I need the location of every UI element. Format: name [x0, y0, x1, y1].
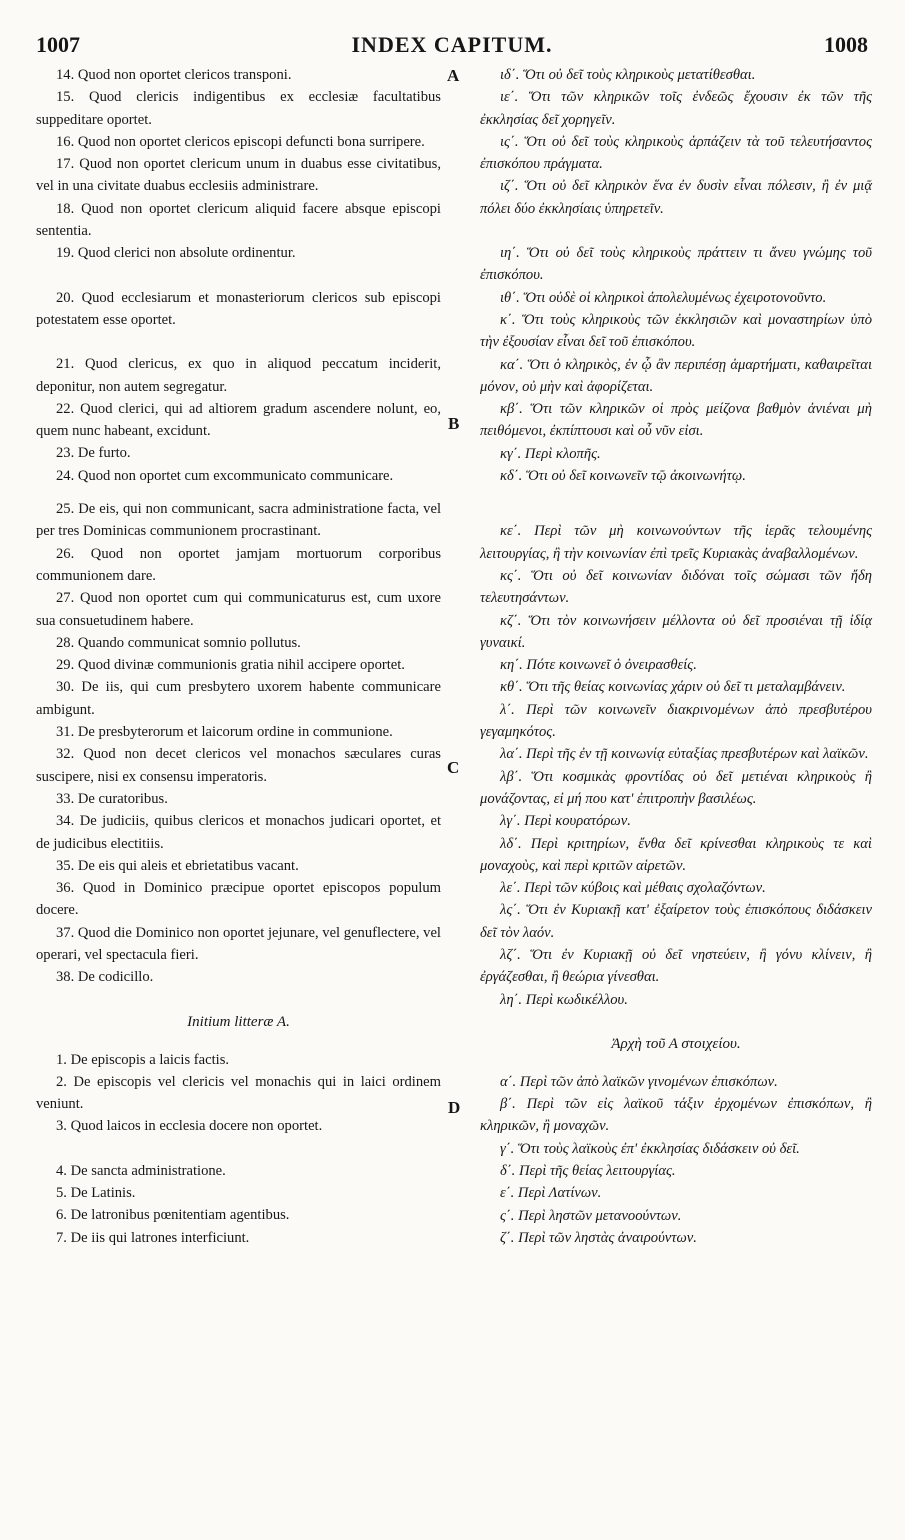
- chapter-entry: ς΄. Περὶ ληστῶν μετανοούντων.: [500, 1207, 682, 1224]
- greek-chapter-list-a: [480, 1071, 872, 1249]
- chapter-entry: 15. Quod clericis indigentibus ex ecclesiæ facultatibus suppeditare oportet.: [36, 89, 441, 128]
- page-number-right: 1008: [824, 32, 868, 57]
- chapter-entry: 22. Quod clerici, qui ad altiorem gradum ascendere nolunt, eo, quem nunc habeant, excidunt.: [36, 400, 441, 440]
- chapter-entry: 34. De judiciis, quibus clericos et monachos judicari oportet, et de judicibus electitiis.: [36, 813, 441, 852]
- latin-chapter-list: [36, 64, 441, 989]
- chapter-entry: λα΄. Περὶ τῆς ἐν τῇ κοινωνίᾳ εὐταξίας πρεσβυτέρων καὶ λαϊκῶν.: [500, 746, 869, 763]
- chapter-entry: 26. Quod non oportet jamjam mortuorum corporibus communionem dare.: [36, 545, 441, 584]
- chapter-entry: 3. Quod laicos in ecclesia docere non oportet.: [56, 1118, 323, 1135]
- chapter-entry: λβ΄. Ὅτι κοσμικὰς φροντίδας οὐ δεῖ μετιέναι κληρικοὺς ἢ μονάζοντας, εἰ μή που κατ' ἐπιτροπὴν βασιλέως.: [480, 768, 872, 807]
- margin-letter-b: B: [448, 414, 460, 433]
- chapter-entry: ιε΄. Ὅτι τῶν κληρικῶν τοῖς ἐνδεῶς ἔχουσιν ἐκ τῶν τῆς ἐκκλησίας δεῖ χορηγεῖν.: [480, 89, 872, 128]
- chapter-entry: κς΄. Ὅτι οὐ δεῖ κοινωνίαν διδόναι τοῖς σώμασι τῶν ἤδη τελευτησάντων.: [480, 567, 872, 607]
- chapter-entry: 17. Quod non oportet clericum unum in duabus esse civitatibus, vel in una civitate duabus ecclesiis administrare.: [36, 156, 441, 195]
- chapter-entry: 37. Quod die Dominico non oportet jejunare, vel genuflectere, vel operari, vel spectacula fieri.: [36, 924, 441, 963]
- chapter-entry: κδ΄. Ὅτι οὐ δεῖ κοινωνεῖν τῷ ἀκοινωνήτῳ.: [500, 468, 746, 485]
- margin-letter-a: A: [447, 66, 460, 85]
- chapter-entry: ιη΄. Ὅτι οὐ δεῖ τοὺς κληρικοὺς πράττειν τι ἄνευ γνώμης τοῦ ἐπισκόπου.: [480, 245, 872, 284]
- chapter-entry: γ΄. Ὅτι τοὺς λαϊκοὺς ἐπ' ἐκκλησίας διδάσκειν οὐ δεῖ.: [500, 1140, 800, 1157]
- chapter-entry: 24. Quod non oportet cum excommunicato communicare.: [56, 467, 394, 484]
- chapter-entry: κζ΄. Ὅτι τὸν κοινωνήσειν μέλλοντα οὐ δεῖ προσιέναι τῇ ἰδίᾳ γυναικί.: [480, 612, 872, 651]
- margin-letter-c: C: [447, 758, 460, 777]
- chapter-entry: δ΄. Περὶ τῆς θείας λειτουργίας.: [500, 1163, 676, 1180]
- chapter-entry: α΄. Περὶ τῶν ἀπὸ λαϊκῶν γινομένων ἐπισκόπων.: [500, 1073, 778, 1090]
- chapter-entry: 29. Quod divinæ communionis gratia nihil accipere oportet.: [56, 657, 405, 674]
- chapter-entry: λε΄. Περὶ τῶν κύβοις καὶ μέθαις σχολαζόντων.: [500, 880, 766, 897]
- chapter-entry: κα΄. Ὅτι ὁ κληρικὸς, ἐν ᾧ ἂν περιπέσῃ ἁμαρτήματι, καθαιρεῖται μόνον, οὐ μὴν καὶ ἀφορίζεται.: [480, 356, 872, 395]
- chapter-entry: λδ΄. Περὶ κριτηρίων, ἔνθα δεῖ κρίνεσθαι κληρικοὺς τε καὶ μοναχοὺς, καὶ περὶ κριτῶν αἱρετῶν.: [480, 835, 872, 874]
- chapter-entry: ιδ΄. Ὅτι οὐ δεῖ τοὺς κληρικοὺς μετατίθεσθαι.: [500, 67, 756, 83]
- chapter-entry: 18. Quod non oportet clericum aliquid facere absque episcopi sententia.: [36, 200, 441, 240]
- chapter-entry: 2. De episcopis vel clericis vel monachis qui in laici ordinem veniunt.: [36, 1073, 441, 1113]
- chapter-entry: ε΄. Περὶ Λατίνων.: [500, 1185, 602, 1202]
- chapter-entry: β΄. Περὶ τῶν εἰς λαϊκοῦ τάξιν ἐρχομένων ἐπισκόπων, ἢ κληρικῶν, ἢ μοναχῶν.: [480, 1096, 872, 1135]
- chapter-entry: ιθ΄. Ὅτι οὐδὲ οἱ κληρικοὶ ἀπολελυμένως ἐχειροτονοῦντο.: [500, 289, 827, 306]
- chapter-entry: κε΄. Περὶ τῶν μὴ κοινωνούντων τῆς ἱερᾶς τελουμένης λειτουργίας, ἢ τὴν κοινωνίαν ἐπὶ τρεῖς Κυριακὰς ἀναβαλλομένων.: [480, 523, 872, 562]
- chapter-entry: κβ΄. Ὅτι τῶν κληρικῶν οἱ πρὸς μείζονα βαθμὸν ἀνιέναι μὴ πειθόμενοι, ἐκπίπτουσι καὶ οὗ νῦν εἰσι.: [480, 401, 872, 440]
- chapter-entry: 38. De codicillo.: [56, 969, 154, 986]
- chapter-entry: 20. Quod ecclesiarum et monasteriorum clericos sub episcopi potestatem esse oportet.: [36, 289, 441, 328]
- chapter-entry: λζ΄. Ὅτι ἐν Κυριακῇ οὐ δεῖ νηστεύειν, ἢ γόνυ κλίνειν, ἢ ἐργάζεσθαι, ἢ θεώρια γίνεσθαι.: [480, 946, 872, 986]
- chapter-entry: 4. De sancta administratione.: [56, 1162, 226, 1179]
- chapter-entry: ις΄. Ὅτι οὐ δεῖ τοὺς κληρικοὺς ἁρπάζειν τὰ τοῦ τελευτήσαντος ἐπισκόπου πράγματα.: [480, 133, 872, 173]
- running-title: INDEX CAPITUM.: [351, 32, 553, 57]
- chapter-entry: κγ΄. Περὶ κλοπῆς.: [500, 445, 601, 462]
- chapter-entry: 27. Quod non oportet cum qui communicaturus est, cum uxore sua consuetudinem habere.: [36, 590, 441, 629]
- chapter-entry: κθ΄. Ὅτι τῆς θείας κοινωνίας χάριν οὐ δεῖ τι μεταλαμβάνειν.: [500, 679, 846, 696]
- latin-column: [36, 64, 441, 1249]
- greek-column: [480, 64, 872, 1249]
- chapter-entry: 21. Quod clericus, ex quo in aliquod peccatum inciderit, deponitur, non autem segregatur.: [36, 356, 441, 395]
- chapter-entry: 30. De iis, qui cum presbytero uxorem habente communicare ambigunt.: [36, 679, 441, 718]
- chapter-entry: 32. Quod non decet clericos vel monachos sæculares curas suscipere, nisi ex consensu imperatoris.: [36, 746, 441, 785]
- chapter-entry: 28. Quando communicat somnio pollutus.: [56, 634, 301, 651]
- chapter-entry: 19. Quod clerici non absolute ordinentur.: [56, 245, 296, 262]
- chapter-entry: 14. Quod non oportet clericos transponi.: [56, 67, 292, 83]
- chapter-entry: λ΄. Περὶ τῶν κοινωνεῖν διακρινομένων ἀπὸ πρεσβυτέρου γεγαμηκότος.: [480, 701, 872, 741]
- chapter-entry: λς΄. Ὅτι ἐν Κυριακῇ κατ' ἐξαίρετον τοὺς ἐπισκόπους διδάσκειν δεῖ τὸν λαόν.: [480, 902, 872, 941]
- chapter-entry: 36. Quod in Dominico præcipue oportet episcopos populum docere.: [36, 880, 441, 919]
- latin-subheading: Initium litteræ A.: [187, 1013, 290, 1030]
- chapter-entry: 33. De curatoribus.: [56, 790, 168, 807]
- chapter-entry: 25. De eis, qui non communicant, sacra administratione facta, vel per tres Dominicas communionem procrastinant.: [36, 501, 441, 540]
- chapter-entry: ζ΄. Περὶ τῶν ληστὰς ἀναιρούντων.: [500, 1229, 697, 1246]
- chapter-entry: 5. De Latinis.: [56, 1185, 136, 1202]
- chapter-entry: λη΄. Περὶ κωδικέλλου.: [500, 991, 628, 1008]
- chapter-entry: 35. De eis qui aleis et ebrietatibus vacant.: [56, 857, 299, 874]
- page-header: [36, 32, 868, 60]
- chapter-entry: 6. De latronibus pœnitentiam agentibus.: [56, 1207, 290, 1224]
- chapter-entry: ιζ΄. Ὅτι οὐ δεῖ κληρικὸν ἕνα ἐν δυσὶν εἶναι πόλεσιν, ἢ ἐν μιᾷ πόλει δύο ἐκκλησίαις ὑπηρετεῖν.: [480, 178, 872, 217]
- margin-letter-d: D: [448, 1098, 461, 1117]
- chapter-entry: κη΄. Πότε κοινωνεῖ ὁ ὀνειρασθείς.: [500, 657, 697, 674]
- chapter-entry: 1. De episcopis a laicis factis.: [56, 1051, 230, 1068]
- latin-chapter-list-a: [36, 1049, 441, 1249]
- chapter-entry: λγ΄. Περὶ κουρατόρων.: [500, 813, 631, 830]
- chapter-entry: κ΄. Ὅτι τοὺς κληρικοὺς τῶν ἐκκλησιῶν καὶ μοναστηρίων ὑπὸ τὴν ἐξουσίαν εἶναι δεῖ τοῦ ἐπισκόπου.: [480, 311, 872, 351]
- page-number-left: 1007: [36, 32, 80, 57]
- chapter-entry: 16. Quod non oportet clericos episcopi defuncti bona surripere.: [56, 133, 425, 150]
- greek-subheading: Ἀρχὴ τοῦ Α στοιχείου.: [611, 1035, 741, 1052]
- chapter-entry: 23. De furto.: [56, 445, 131, 462]
- greek-chapter-list: [480, 64, 872, 1011]
- chapter-entry: 7. De iis qui latrones interficiunt.: [56, 1229, 250, 1246]
- chapter-entry: 31. De presbyterorum et laicorum ordine in communione.: [56, 724, 393, 741]
